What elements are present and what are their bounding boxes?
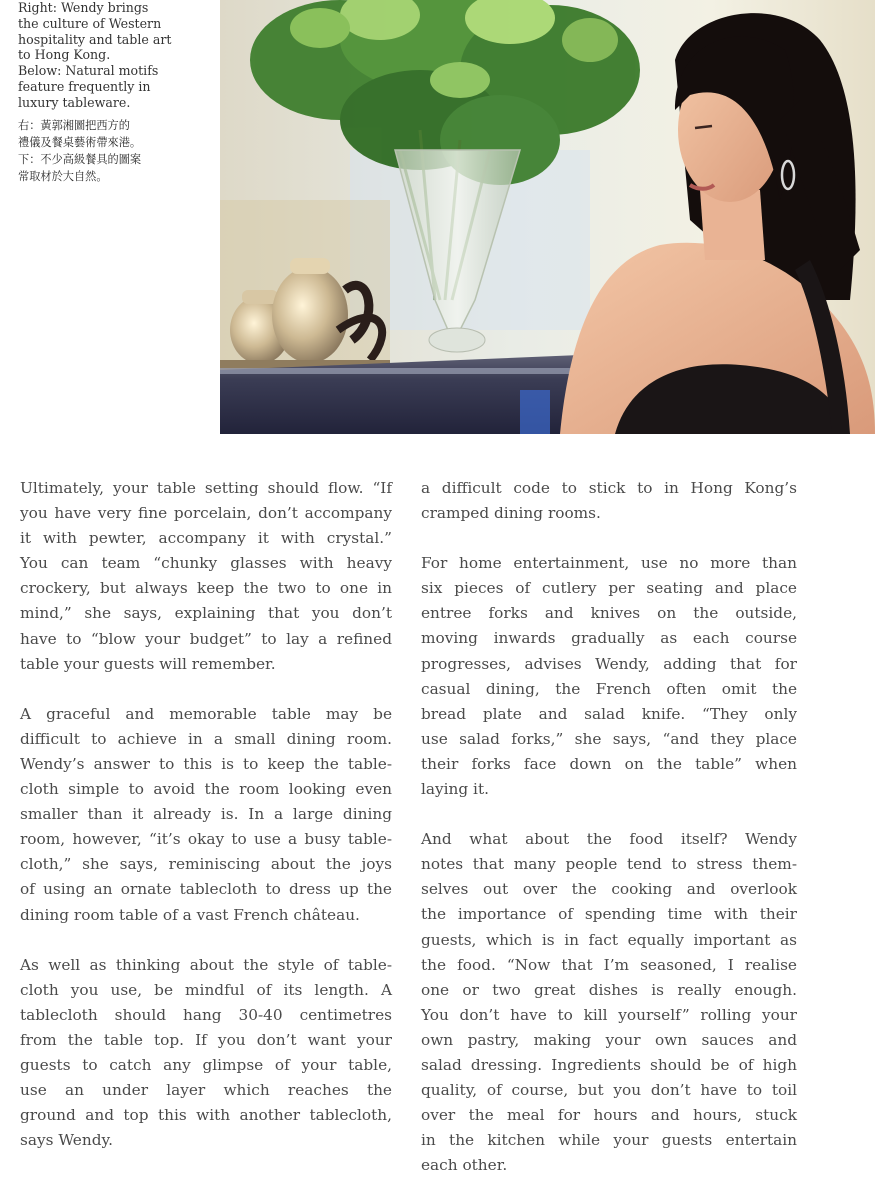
text-line: over the meal for hours and hours, stuck (421, 1106, 797, 1125)
text-line: dining room table of a vast French château. (20, 905, 360, 924)
text-line: from the table top. If you don’t want your (20, 1030, 392, 1049)
caption-chinese (18, 117, 214, 185)
text-line: six pieces of cutlery per seating and place (421, 579, 797, 598)
paragraph-hong-kong-code (421, 476, 797, 526)
text-line: cloth,” she says, reminiscing about the joys (20, 855, 392, 874)
text-line: the importance of spending time with their (421, 905, 797, 924)
text-line: guests to catch any glimpse of your table, (20, 1055, 392, 1074)
text-line: entree forks and knives on the outside, (421, 604, 797, 623)
text-line: selves out over the cooking and overlook (421, 880, 797, 899)
text-line: As well as thinking about the style of table- (20, 955, 392, 974)
text-line: A graceful and memorable table may be (20, 704, 392, 723)
paragraph-cutlery (421, 551, 797, 802)
caption-line: 常取材於大自然。 (18, 169, 108, 183)
text-line: their forks face down on the table” when (421, 754, 797, 773)
article-column-left (20, 476, 392, 1178)
text-line: ground and top this with another tablecloth, (20, 1106, 392, 1125)
text-line: progresses, advises Wendy, adding that for (421, 654, 797, 673)
caption-line: hospitality and table art (18, 31, 172, 47)
caption-line: the culture of Western (18, 15, 162, 31)
text-line: difficult to achieve in a small dining room. (20, 729, 392, 748)
text-line: one or two great dishes is really enough. (421, 980, 797, 999)
text-line: crockery, but always keep the two to one in (20, 579, 392, 598)
text-line: of using an ornate tablecloth to dress up the (20, 880, 392, 899)
caption-line: feature frequently in (18, 78, 151, 94)
text-line: use salad forks,” she says, “and they place (421, 729, 797, 748)
paragraph-dining-room-size (20, 702, 392, 928)
text-line: For home entertainment, use no more than (421, 554, 797, 573)
paragraph-tablecloth-length (20, 953, 392, 1154)
caption-line: luxury tableware. (18, 94, 131, 110)
text-line: cramped dining rooms. (421, 504, 601, 523)
text-line: in the kitchen while your guests entertain (421, 1131, 797, 1150)
text-line: Ultimately, your table setting should flow. “If (20, 479, 392, 497)
caption-english (18, 0, 214, 111)
text-line: Wendy’s answer to this is to keep the table- (20, 754, 392, 773)
text-line: you have very fine porcelain, don’t accompany (20, 504, 392, 523)
text-line: casual dining, the French often omit the (421, 679, 797, 698)
text-line: moving inwards gradually as each course (421, 629, 797, 648)
text-line: tablecloth should hang 30-40 centimetres (20, 1005, 392, 1024)
text-line: room, however, “it’s okay to use a busy table- (20, 830, 392, 849)
caption-line: Below: Natural motifs (18, 63, 159, 79)
article-column-right (421, 476, 797, 1203)
article-photo (220, 0, 875, 434)
text-line: And what about the food itself? Wendy (421, 830, 797, 849)
text-line: it with pewter, accompany it with crystal.” (20, 529, 392, 548)
text-line: cloth simple to avoid the room looking even (20, 780, 392, 799)
paragraph-table-flow (20, 476, 392, 677)
photo-caption (18, 0, 214, 185)
text-line: have to “blow your budget” to lay a refined (20, 629, 392, 648)
text-line: mind,” she says, explaining that you don’t (20, 604, 392, 623)
text-line: bread plate and salad knife. “They only (421, 704, 797, 723)
text-line: the food. “Now that I’m seasoned, I realise (421, 955, 797, 974)
text-line: smaller than it already is. In a large dining (20, 805, 392, 824)
text-line: quality, of course, but you don’t have to toil (421, 1081, 797, 1100)
caption-line: 下：不少高級餐具的圖案 (18, 152, 142, 166)
text-line: notes that many people tend to stress them- (421, 855, 797, 874)
paragraph-food (421, 827, 797, 1178)
text-line: You don’t have to kill yourself” rolling your (421, 1005, 797, 1024)
text-line: You can team “chunky glasses with heavy (20, 554, 392, 573)
text-line: use an under layer which reaches the (20, 1081, 392, 1100)
text-line: cloth you use, be mindful of its length. A (20, 980, 392, 999)
text-line: says Wendy. (20, 1131, 113, 1150)
caption-line: Right: Wendy brings (18, 0, 149, 15)
text-line: each other. (421, 1156, 508, 1175)
text-line: laying it. (421, 780, 489, 799)
text-line: guests, which is in fact equally important as (421, 930, 797, 949)
text-line: own pastry, making your own sauces and (421, 1030, 797, 1049)
text-line: salad dressing. Ingredients should be of high (421, 1055, 797, 1074)
text-line: table your guests will remember. (20, 654, 276, 673)
text-line: a difficult code to stick to in Hong Kong’s (421, 479, 797, 497)
caption-line: 禮儀及餐桌藝術帶來港。 (18, 135, 142, 149)
caption-line: to Hong Kong. (18, 47, 111, 63)
caption-line: 右：黃郭湘圖把西方的 (18, 118, 130, 132)
